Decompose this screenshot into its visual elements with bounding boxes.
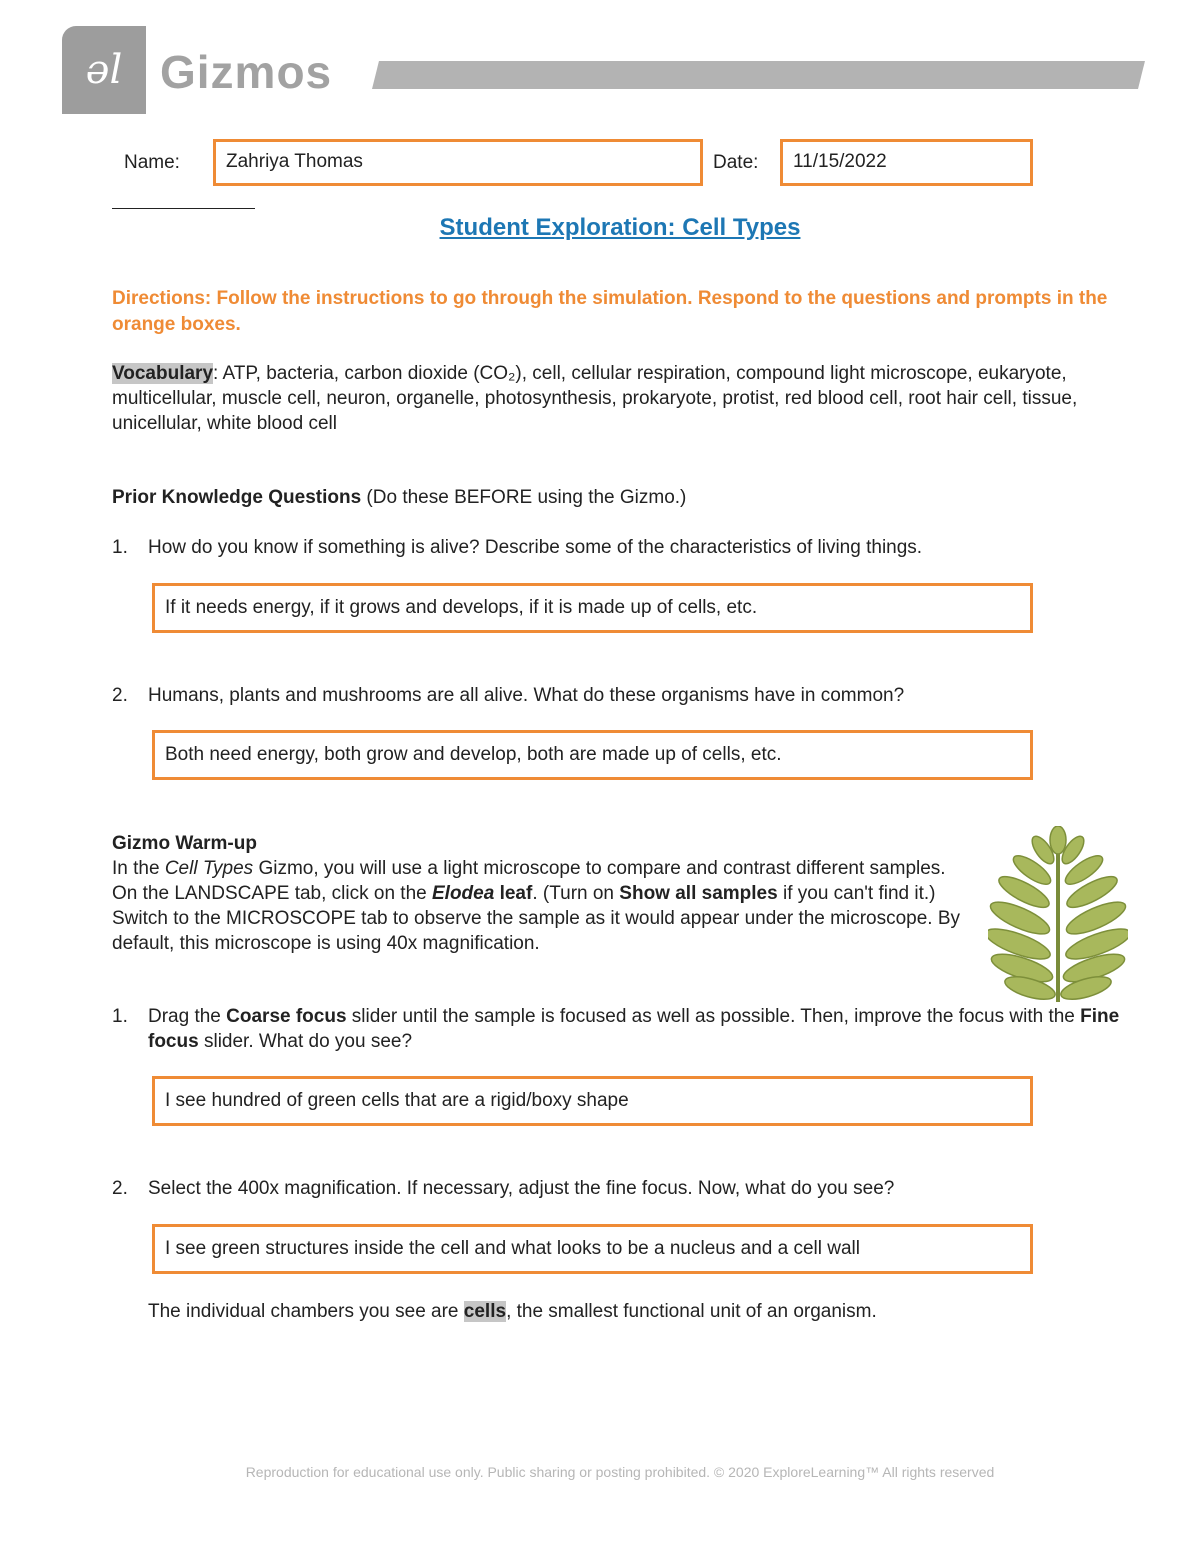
vocabulary-label: Vocabulary	[112, 363, 214, 384]
coarse-focus-term: Coarse focus	[226, 1006, 347, 1027]
warmup-text: if you can't find it.) Switch to the MICROSCOPE tab to observe the sample as it would appear under the microscope. By default, this microscope is using 40x magnification.	[112, 883, 961, 954]
name-label: Name:	[124, 152, 180, 173]
fine-focus-term: Fine focus	[148, 1006, 1120, 1052]
conclusion-part: , the smallest functional unit of an organism.	[506, 1301, 877, 1322]
answer-box-warmup-2[interactable]: I see green structures inside the cell and what looks to be a nucleus and a cell wall	[152, 1224, 1033, 1274]
brand-name: Gizmos	[160, 46, 333, 98]
date-label: Date:	[713, 152, 759, 173]
elodea-plant-icon	[988, 826, 1128, 1002]
warmup-text: . (Turn on	[532, 883, 620, 904]
cells-term: cells	[463, 1301, 507, 1322]
leaf-term: leaf	[494, 883, 533, 904]
directions-text: Directions: Follow the instructions to go through the simulation. Respond to the questions and prompts in the orange boxes.	[112, 288, 1108, 335]
name-field[interactable]: Zahriya Thomas	[213, 139, 703, 186]
question-text-part: Drag the	[148, 1006, 227, 1027]
question-text-part: slider. What do you see?	[198, 1031, 413, 1052]
question-text: Select the 400x magnification. If necessary, adjust the fine focus. Now, what do you see?	[148, 1178, 895, 1199]
prior-knowledge-title: Prior Knowledge Questions	[112, 487, 362, 508]
elodea-term: Elodea	[432, 883, 495, 904]
warmup-heading: Gizmo Warm-up	[112, 833, 257, 854]
brand-logo-glyph: ǝl	[85, 47, 123, 93]
prior-question-1	[112, 535, 1122, 560]
question-text: Humans, plants and mushrooms are all alive. What do these organisms have in common?	[148, 685, 905, 706]
answer-box-warmup-1[interactable]: I see hundred of green cells that are a rigid/boxy shape	[152, 1076, 1033, 1126]
warmup-question-1	[112, 1004, 1122, 1054]
answer-box-prior-2[interactable]: Both need energy, both grow and develop, both are made up of cells, etc.	[152, 730, 1033, 780]
gizmo-name: Cell Types	[164, 858, 254, 879]
conclusion-part: The individual chambers you see are	[148, 1301, 464, 1322]
vocabulary-text: : ATP, bacteria, carbon dioxide (CO₂), cell, cellular respiration, compound light microscope, eukaryote, multicellular, muscle cell, neuron, organelle, photosynthesis, prokaryote, protist, red blood cell, root hair cell, tissue, unicellular, white blood cell	[112, 363, 1078, 434]
divider-line	[112, 208, 255, 209]
warmup-text: In the	[112, 858, 165, 879]
prior-question-2	[112, 683, 1122, 708]
warmup-section	[112, 831, 972, 956]
vocabulary-paragraph	[112, 361, 1122, 436]
question-text: How do you know if something is alive? Describe some of the characteristics of living things.	[148, 537, 923, 558]
warmup-text: Gizmo, you will use a light microscope to compare and contrast different samples. On the LANDSCAPE tab, click on the	[112, 858, 946, 904]
answer-box-prior-1[interactable]: If it needs energy, if it grows and develops, if it is made up of cells, etc.	[152, 583, 1033, 633]
question-text-part: slider until the sample is focused as well as possible. Then, improve the focus with the	[346, 1006, 1081, 1027]
question-text	[148, 1004, 1122, 1054]
show-all-term: Show all samples	[619, 883, 778, 904]
brand-logo-icon	[62, 26, 146, 114]
question-number: 2.	[112, 1178, 128, 1199]
footer-copyright: Reproduction for educational use only. Public sharing or posting prohibited. © 2020 ExploreLearning™ All rights reserved	[245, 1464, 995, 1480]
prior-knowledge-note: (Do these BEFORE using the Gizmo.)	[361, 487, 687, 508]
conclusion-text	[148, 1299, 1128, 1324]
question-number: 1.	[112, 1006, 128, 1027]
question-number: 2.	[112, 685, 128, 706]
question-number: 1.	[112, 537, 128, 558]
page-title: Student Exploration: Cell Types	[439, 214, 801, 241]
header-bar	[372, 61, 1145, 89]
date-field[interactable]: 11/15/2022	[780, 139, 1033, 186]
warmup-question-2	[112, 1176, 1122, 1201]
prior-knowledge-heading	[112, 485, 1122, 510]
